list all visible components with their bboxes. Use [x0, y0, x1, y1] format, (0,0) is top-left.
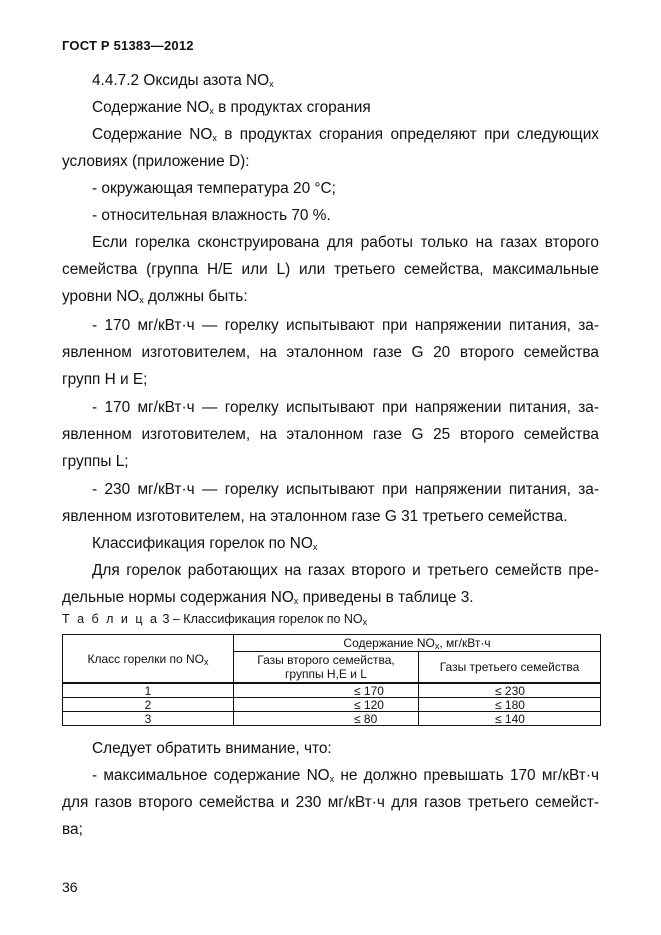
cell-third-family: ≤ 230: [419, 683, 601, 698]
caption-text: 3 – Классификация горелок по NO: [158, 612, 363, 626]
paragraph-line: Если горелка сконструирована для работы только на газах второго: [92, 234, 599, 251]
subscript-x: x: [293, 596, 299, 606]
header-nox-content: [234, 635, 601, 652]
subscript-x: x: [212, 133, 217, 143]
section-heading: [92, 72, 274, 90]
paragraph-line: [62, 589, 474, 607]
subscript-x: x: [139, 295, 144, 305]
list-item: [92, 767, 599, 785]
text-span: Класс горелки по NO: [87, 651, 205, 666]
subscript-x: x: [209, 106, 214, 116]
paragraph-line: явленном изготовителем, на эталонном газе G 20 второго семейства: [62, 344, 599, 361]
page-number: 36: [62, 879, 78, 895]
text-span: не должно превышать 170 мг/кВт·ч: [334, 767, 599, 784]
paragraph-line: группы L;: [62, 453, 129, 470]
text-span: Содержание NO: [92, 126, 213, 143]
classification-table: [62, 634, 601, 726]
cell-third-family: ≤ 180: [419, 698, 601, 712]
cell-class: 1: [63, 683, 234, 698]
text-span: Классификация горелок по NO: [92, 535, 313, 552]
header-third-family: Газы третьего семейства: [419, 652, 601, 684]
list-item: - 170 мг/кВт·ч — горелку испытывают при напряжении питания, за-: [92, 317, 599, 334]
paragraph-line: условиях (приложение D):: [62, 153, 250, 170]
subscript-x: x: [362, 617, 368, 627]
text-span: уровни NO: [62, 288, 140, 305]
table-row: [63, 712, 601, 726]
table-row: [63, 683, 601, 698]
list-item: - 170 мг/кВт·ч — горелку испытывают при напряжении питания, за-: [92, 399, 599, 416]
heading-text: 4.4.7.2 Оксиды азота NO: [92, 72, 270, 89]
list-item: - относительная влажность 70 %.: [92, 207, 331, 224]
text-span: приведены в таблице 3.: [298, 589, 474, 606]
document-header: ГОСТ Р 51383—2012: [62, 38, 194, 53]
paragraph-line: явленном изготовителем, на эталонном газе G 31 третьего семейства.: [62, 508, 568, 525]
paragraph-line: семейства (группа Н/Е или L) или третьего семейства, максимальные: [62, 261, 599, 278]
paragraph-line: [62, 288, 248, 306]
text-span: Содержание NO: [92, 99, 210, 116]
paragraph-line: Следует обратить внимание, что:: [92, 740, 332, 757]
list-item: - 230 мг/кВт·ч — горелку испытывают при напряжении питания, за-: [92, 481, 599, 498]
text-span: Содержание NO: [343, 636, 435, 650]
subscript-x: x: [269, 79, 274, 89]
text-span: , мг/кВт·ч: [439, 636, 491, 650]
cell-class: 2: [63, 698, 234, 712]
table-row: [63, 698, 601, 712]
header-burner-class: [63, 635, 234, 684]
header-second-family: Газы второго семейства, группы Н,Е и L: [234, 652, 419, 684]
paragraph-line: [92, 126, 599, 144]
paragraph-line: ва;: [62, 821, 83, 838]
table-caption: [62, 612, 367, 626]
paragraph-line: групп Н и Е;: [62, 371, 148, 388]
text-span: - максимальное содержание NO: [92, 767, 330, 784]
cell-second-family: ≤ 170: [234, 683, 419, 698]
subheading: [92, 535, 317, 553]
paragraph-line: для газов второго семейства и 230 мг/кВт·ч для газов третьего семейст-: [62, 794, 599, 811]
subscript-x: x: [312, 542, 318, 552]
paragraph-line: [92, 99, 371, 117]
subscript-x: x: [329, 774, 335, 784]
cell-second-family: ≤ 120: [234, 698, 419, 712]
subscript-x: x: [204, 656, 209, 667]
paragraph-line: Для горелок работающих на газах второго и третьего семейств пре-: [92, 562, 599, 579]
cell-second-family: ≤ 80: [234, 712, 419, 726]
text-span: дельные нормы содержания NO: [62, 589, 294, 606]
list-item: - окружающая температура 20 °С;: [92, 180, 336, 197]
table-header-row: [63, 635, 601, 652]
subscript-x: x: [434, 641, 440, 651]
cell-third-family: ≤ 140: [419, 712, 601, 726]
caption-label: Т а б л и ц а: [62, 612, 159, 626]
text-span: в продуктах сгорания: [213, 99, 371, 116]
text-span: должны быть:: [143, 288, 248, 305]
cell-class: 3: [63, 712, 234, 726]
paragraph-line: явленном изготовителем, на эталонном газе G 25 второго семейства: [62, 426, 599, 443]
text-span: в продуктах сгорания определяют при следующих: [216, 126, 600, 143]
